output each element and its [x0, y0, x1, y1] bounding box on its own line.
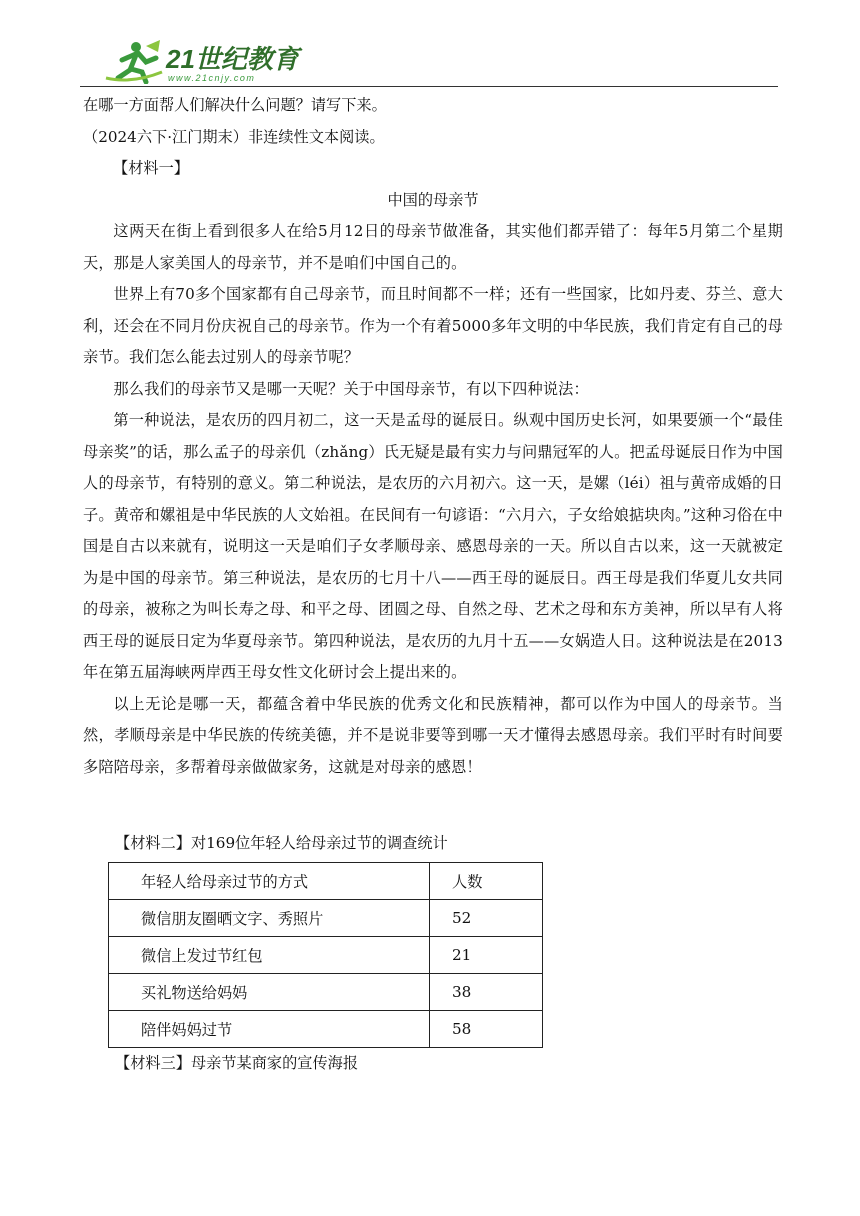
table-cell-count: 38	[430, 974, 543, 1011]
document-body	[83, 90, 783, 783]
svg-text:www.21cnjy.com: www.21cnjy.com	[168, 73, 256, 83]
table-header-row	[109, 863, 543, 900]
table-row	[109, 937, 543, 974]
source-line: （2024六下·江门期末）非连续性文本阅读。	[83, 127, 385, 146]
survey-table-wrapper	[108, 862, 543, 1048]
table-cell-method: 微信上发过节红包	[109, 937, 430, 974]
material2-title: 【材料二】对169位年轻人给母亲过节的调查统计	[115, 834, 448, 852]
paragraph-4: 第一种说法，是农历的四月初二，这一天是孟母的诞辰日。纵观中国历史长河，如果要颁一个“最佳母亲奖”的话，那么孟子的母亲仉（zhǎng）氏无疑是最有实力与问鼎冠军的人。把孟母诞辰日作为中国人的母亲节，有特别的意义。第二种说法，是农历的六月初六。这一天，是嫘（léi）祖与黄帝成婚的日子。黄帝和嫘祖是中华民族的人文始祖。在民间有一句谚语：“六月六，子女给娘掂块肉。”这种习俗在中国是自古以来就有，说明这一天是咱们子女孝顺母亲、感恩母亲的一天。所以自古以来，这一天就被定为是中国的母亲节。第三种说法，是农历的七月十八——西王母的诞辰日。西王母是我们华夏儿女共同的母亲，被称之为叫长寿之母、和平之母、团圆之母、自然之母、艺术之母和东方美神，所以早有人将西王母的诞辰日定为华夏母亲节。第四种说法，是农历的九月十五——女娲造人日。这种说法是在2013年在第五届海峡两岸西王母女性文化研讨会上提出来的。	[83, 411, 783, 681]
article-title: 中国的母亲节	[387, 190, 479, 209]
table-cell-method: 买礼物送给妈妈	[109, 974, 430, 1011]
table-row	[109, 900, 543, 937]
svg-text:21世纪教育: 21世纪教育	[166, 44, 299, 74]
table-cell-count: 58	[430, 1011, 543, 1048]
page-header	[80, 38, 778, 87]
paragraph-1: 这两天在街上看到很多人在给5月12日的母亲节做准备，其实他们都弄错了：每年5月第二个星期天，那是人家美国人的母亲节，并不是咱们中国自己的。	[83, 222, 783, 272]
table-cell-count: 21	[430, 937, 543, 974]
material1-label: 【材料一】	[113, 159, 189, 177]
table-row	[109, 1011, 543, 1048]
paragraph-5: 以上无论是哪一天，都蕴含着中华民族的优秀文化和民族精神，都可以作为中国人的母亲节。当然，孝顺母亲是中华民族的传统美德，并不是说非要等到哪一天才懂得去感恩母亲。我们平时有时间要多陪陪母亲，多帮着母亲做做家务，这就是对母亲的感恩！	[83, 694, 783, 776]
table-header-method: 年轻人给母亲过节的方式	[109, 863, 430, 900]
site-logo	[102, 38, 352, 84]
table-cell-method: 微信朋友圈晒文字、秀照片	[109, 900, 430, 937]
survey-table	[108, 862, 543, 1048]
table-header-count: 人数	[430, 863, 543, 900]
runner-logo-icon	[102, 38, 352, 84]
question-tail: 在哪一方面帮人们解决什么问题？请写下来。	[83, 96, 387, 114]
paragraph-2: 世界上有70多个国家都有自己母亲节，而且时间都不一样；还有一些国家，比如丹麦、芬兰、意大利，还会在不同月份庆祝自己的母亲节。作为一个有着5000多年文明的中华民族，我们肯定有自己的母亲节。我们怎么能去过别人的母亲节呢？	[83, 285, 783, 366]
table-cell-count: 52	[430, 900, 543, 937]
table-cell-method: 陪伴妈妈过节	[109, 1011, 430, 1048]
material3-title: 【材料三】母亲节某商家的宣传海报	[115, 1054, 358, 1072]
paragraph-3: 那么我们的母亲节又是哪一天呢？关于中国母亲节，有以下四种说法：	[113, 379, 589, 398]
table-row	[109, 974, 543, 1011]
